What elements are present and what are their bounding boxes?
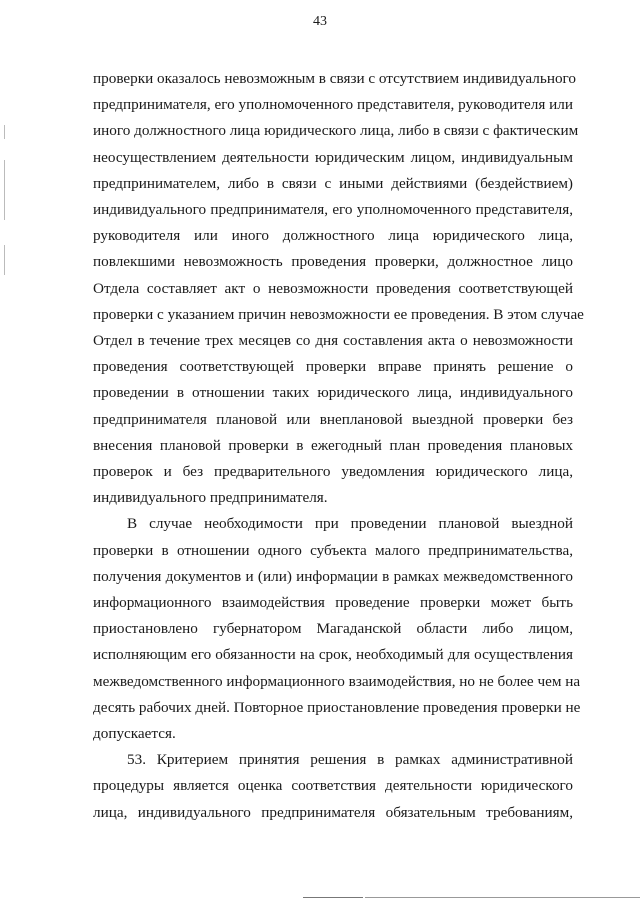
text-line: проведении в отношении таких юридического лица, индивидуального	[93, 384, 573, 402]
text-line: внесения плановой проверки в ежегодный план проведения плановых	[93, 436, 573, 454]
text-line: В случае необходимости при проведении плановой выездной	[127, 515, 573, 533]
margin-scan-mark	[4, 245, 5, 275]
document-body	[93, 66, 584, 826]
text-line: повлекшими невозможность проведения проверки, должностное лицо	[93, 253, 573, 271]
footer-rule	[303, 897, 363, 898]
text-line: проверки в отношении одного субъекта малого предпринимательства,	[93, 541, 573, 559]
paragraph-suspension	[93, 511, 581, 747]
text-line: межведомственного информационного взаимодействия, но не более чем на	[93, 672, 581, 690]
text-line: предпринимателя, его уполномоченного представителя, руководителя или	[93, 96, 573, 114]
text-line: неосуществлением деятельности юридическим лицом, индивидуальным	[93, 148, 573, 166]
text-line: иного должностного лица юридического лица, либо в связи с фактическим	[93, 122, 579, 140]
margin-scan-mark	[4, 125, 5, 139]
text-line: проверки оказалось невозможным в связи с отсутствием индивидуального	[93, 70, 576, 87]
text-line: лица, индивидуального предпринимателя обязательным требованиям,	[93, 803, 573, 821]
text-line: проверки с указанием причин невозможности ее проведения. В этом случае	[93, 305, 584, 323]
text-line: исполняющим его обязанности на срок, необходимый для осуществления	[93, 646, 573, 664]
footer-rule	[365, 897, 640, 898]
text-line: десять рабочих дней. Повторное приостановление проведения проверки не	[93, 698, 581, 716]
text-line: процедуры является оценка соответствия деятельности юридического	[93, 777, 573, 795]
paragraph-criterion-53	[93, 747, 573, 826]
text-line: 53. Критерием принятия решения в рамках административной	[127, 751, 573, 769]
text-line: допускается.	[93, 725, 176, 743]
text-line: проведения соответствующей проверки вправе принять решение о	[93, 358, 573, 376]
margin-scan-mark	[4, 160, 5, 220]
text-line: проверок и без предварительного уведомления юридического лица,	[93, 463, 573, 481]
text-line: получения документов и (или) информации в рамках межведомственного	[93, 567, 573, 585]
text-line: информационного взаимодействия проведение проверки может быть	[93, 594, 573, 612]
text-line: индивидуального предпринимателя.	[93, 489, 328, 507]
paragraph-continuation	[93, 66, 584, 511]
text-line: индивидуального предпринимателя, его уполномоченного представителя,	[93, 201, 573, 219]
text-line: предпринимателем, либо в связи с иными действиями (бездействием)	[93, 174, 573, 192]
text-line: Отдел в течение трех месяцев со дня составления акта о невозможности	[93, 332, 573, 350]
text-line: Отдела составляет акт о невозможности проведения соответствующей	[93, 279, 573, 297]
text-line: предпринимателя плановой или внеплановой выездной проверки без	[93, 410, 573, 428]
text-line: приостановлено губернатором Магаданской области либо лицом,	[93, 620, 573, 638]
page-number: 43	[313, 14, 327, 29]
text-line: руководителя или иного должностного лица юридического лица,	[93, 227, 573, 245]
